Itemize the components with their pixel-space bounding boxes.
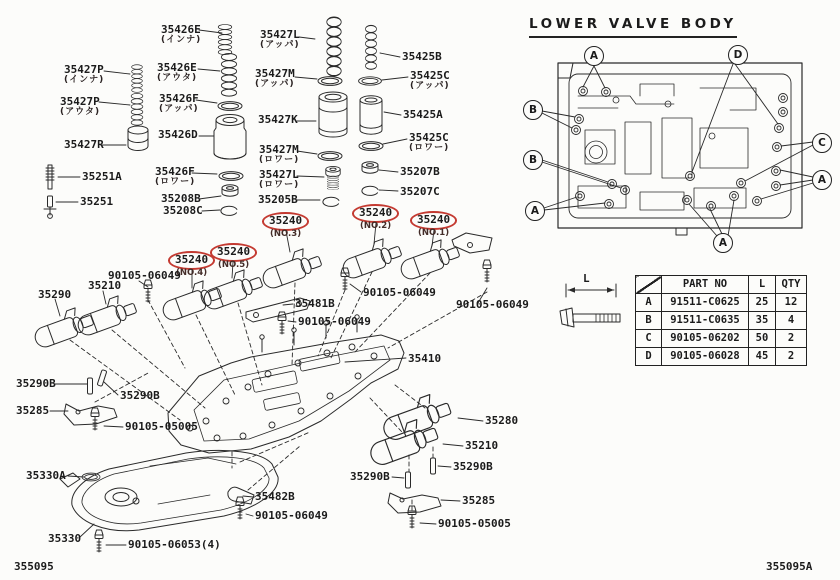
part-number: 35426E [157, 61, 197, 74]
part-label-35427l [259, 169, 299, 190]
part-label-9010506049 [255, 510, 328, 522]
part-number: 35330 [48, 532, 82, 545]
part-label-35290 [38, 289, 71, 301]
part-number: 35290 [38, 288, 72, 301]
part-number: 90105-06049 [456, 298, 529, 311]
part-label-35427m [259, 144, 299, 165]
part-number: 35426F [155, 165, 195, 178]
part-number: 90105-06053(4) [128, 538, 221, 551]
strainer-art [60, 450, 278, 530]
bolt-dimension-art [560, 284, 620, 327]
part-label-35285 [462, 495, 495, 507]
part-number: 90105-06049 [298, 315, 371, 328]
part-label-35240no5 [210, 243, 257, 269]
part-label-35426e [157, 62, 197, 83]
cell-part-no: 91511-C0625 [662, 294, 749, 312]
part-label-35427p [60, 96, 100, 117]
part-label-35290b [120, 390, 160, 402]
callout-a: A [525, 201, 545, 221]
part-label-35425c [409, 132, 449, 153]
solenoid-parts [30, 235, 462, 468]
table-corner-cell [636, 276, 662, 294]
part-number: 35285 [16, 404, 50, 417]
cell-qty: 12 [776, 294, 807, 312]
part-number: 35425A [403, 108, 443, 121]
part-number: 35426D [158, 128, 198, 141]
part-sub-label: (ロワー) [155, 176, 196, 187]
cell-part-no: 90105-06028 [662, 348, 749, 366]
part-label-90105060534 [128, 539, 221, 551]
part-number: 35330A [26, 469, 66, 482]
part-number: 35240 [210, 243, 257, 262]
part-number: 35425C [410, 69, 450, 82]
part-label-9010506049 [456, 299, 529, 311]
part-number: 35425B [402, 50, 442, 63]
table-row [636, 330, 807, 348]
part-number: 90105-06049 [363, 286, 436, 299]
part-label-35208c [163, 205, 203, 217]
part-sub-label: (アッパ) [159, 103, 199, 114]
part-number: 35240 [168, 251, 215, 270]
cell-part-no: 91511-C0635 [662, 312, 749, 330]
part-sub-label: (インナ) [161, 34, 202, 45]
part-sub-label: (NO.5) [218, 259, 250, 270]
callout-b: B [523, 150, 543, 170]
part-number: 35210 [88, 279, 122, 292]
part-sub-label: (アッパ) [255, 78, 295, 89]
part-label-35240no3 [262, 212, 309, 238]
part-label-35482b [255, 491, 295, 503]
part-label-35280 [485, 415, 518, 427]
part-label-35427k [258, 114, 298, 126]
table-row [636, 294, 807, 312]
cell-part-no: 90105-06202 [662, 330, 749, 348]
cell-ref: D [636, 348, 662, 366]
bolt-length-label: L [583, 272, 590, 285]
part-number: 90105-06049 [255, 509, 328, 522]
table-row [636, 312, 807, 330]
part-number: 35207B [400, 165, 440, 178]
part-sub-label: (NO.4) [176, 267, 208, 278]
part-number: 90105-05005 [125, 420, 198, 433]
section-title: LOWER VALVE BODY [529, 16, 737, 38]
part-label-35425c [410, 70, 450, 91]
part-number: 35427L [259, 168, 299, 181]
part-label-35240no2 [352, 204, 399, 230]
part-number: 35427M [255, 67, 295, 80]
part-number: 90105-06049 [108, 269, 181, 282]
part-label-35410 [408, 353, 441, 365]
figure-number-right: 355095A [766, 560, 813, 573]
part-number: 35290B [453, 460, 493, 473]
part-label-35251 [80, 196, 113, 208]
part-number: 35427R [64, 138, 104, 151]
cell-length: 50 [749, 330, 776, 348]
part-number: 35427K [258, 113, 298, 126]
part-label-35285 [16, 405, 49, 417]
part-label-35240no1 [410, 211, 457, 237]
cell-ref: A [636, 294, 662, 312]
part-label-35207b [400, 166, 440, 178]
part-number: 35208C [163, 204, 203, 217]
part-label-9010506049 [298, 316, 371, 328]
part-sub-label: (アウタ) [60, 106, 101, 117]
part-label-35207c [400, 186, 440, 198]
cell-length: 45 [749, 348, 776, 366]
part-label-35290b [16, 378, 56, 390]
part-label-35290b [453, 461, 493, 473]
part-number: 35251 [80, 195, 114, 208]
callout-a: A [812, 170, 832, 190]
part-label-35427r [64, 139, 104, 151]
part-label-9010506049 [363, 287, 436, 299]
part-label-35208b [161, 193, 201, 205]
part-label-35330 [48, 533, 81, 545]
cell-length: 35 [749, 312, 776, 330]
part-label-9010505005 [125, 421, 198, 433]
col-header-part-no: PART NO [662, 276, 749, 294]
lower-valve-body-art [542, 63, 813, 236]
part-number: 35481B [295, 297, 335, 310]
part-number: 35205B [258, 193, 298, 206]
part-number: 35426E [161, 23, 201, 36]
part-number: 90105-05005 [438, 517, 511, 530]
part-label-9010505005 [438, 518, 511, 530]
part-number: 35210 [465, 439, 499, 452]
part-label-35251a [82, 171, 122, 183]
cell-qty: 4 [776, 312, 807, 330]
part-number: 35427M [259, 143, 299, 156]
part-number: 35426F [159, 92, 199, 105]
part-number: 35290B [120, 389, 160, 402]
part-number: 35240 [410, 211, 457, 230]
bolt-spec-table [635, 275, 807, 366]
figure-number-left: 355095 [14, 560, 54, 573]
part-number: 35240 [262, 212, 309, 231]
part-number: 35208B [161, 192, 201, 205]
callout-a: A [713, 233, 733, 253]
table-row [636, 348, 807, 366]
part-sub-label: (NO.2) [360, 220, 392, 231]
part-number: 35425C [409, 131, 449, 144]
part-label-35425b [402, 51, 442, 63]
part-sub-label: (ロワー) [259, 179, 300, 190]
callout-b: B [523, 100, 543, 120]
col-header-qty: QTY [776, 276, 807, 294]
callout-a: A [584, 46, 604, 66]
callout-c: C [812, 133, 832, 153]
part-label-35210 [88, 280, 121, 292]
part-sub-label: (ロワー) [259, 154, 300, 165]
part-label-35481b [295, 298, 335, 310]
part-label-35426f [155, 166, 195, 187]
part-label-35290b [350, 471, 390, 483]
part-number: 35427P [64, 63, 104, 76]
part-label-35426e [161, 24, 201, 45]
part-number: 35251A [82, 170, 122, 183]
part-label-35210 [465, 440, 498, 452]
part-sub-label: (アウタ) [157, 72, 198, 83]
cell-ref: C [636, 330, 662, 348]
part-label-35330a [26, 470, 66, 482]
part-number: 35410 [408, 352, 442, 365]
part-sub-label: (インナ) [64, 74, 105, 85]
part-label-35427l [260, 29, 300, 50]
cell-ref: B [636, 312, 662, 330]
part-label-35426d [158, 129, 198, 141]
part-number: 35290B [16, 377, 56, 390]
part-number: 35285 [462, 494, 496, 507]
part-sub-label: (NO.1) [418, 227, 450, 238]
part-number: 35290B [350, 470, 390, 483]
part-label-35427p [64, 64, 104, 85]
part-label-35425a [403, 109, 443, 121]
cell-length: 25 [749, 294, 776, 312]
part-sub-label: (NO.3) [270, 228, 302, 239]
table-header-row [636, 276, 807, 294]
part-label-35427m [255, 68, 295, 89]
part-number: 35427L [260, 28, 300, 41]
part-number: 35280 [485, 414, 519, 427]
cell-qty: 2 [776, 348, 807, 366]
part-sub-label: (アッパ) [260, 39, 300, 50]
part-number: 35427P [60, 95, 100, 108]
col-header-l: L [749, 276, 776, 294]
callout-d: D [728, 45, 748, 65]
part-sub-label: (アッパ) [410, 80, 450, 91]
part-label-35205b [258, 194, 298, 206]
cell-qty: 2 [776, 330, 807, 348]
valve-body-art [168, 315, 404, 453]
part-number: 35207C [400, 185, 440, 198]
part-label-35426f [159, 93, 199, 114]
part-number: 35240 [352, 204, 399, 223]
part-number: 35482B [255, 490, 295, 503]
part-sub-label: (ロワー) [409, 142, 450, 153]
